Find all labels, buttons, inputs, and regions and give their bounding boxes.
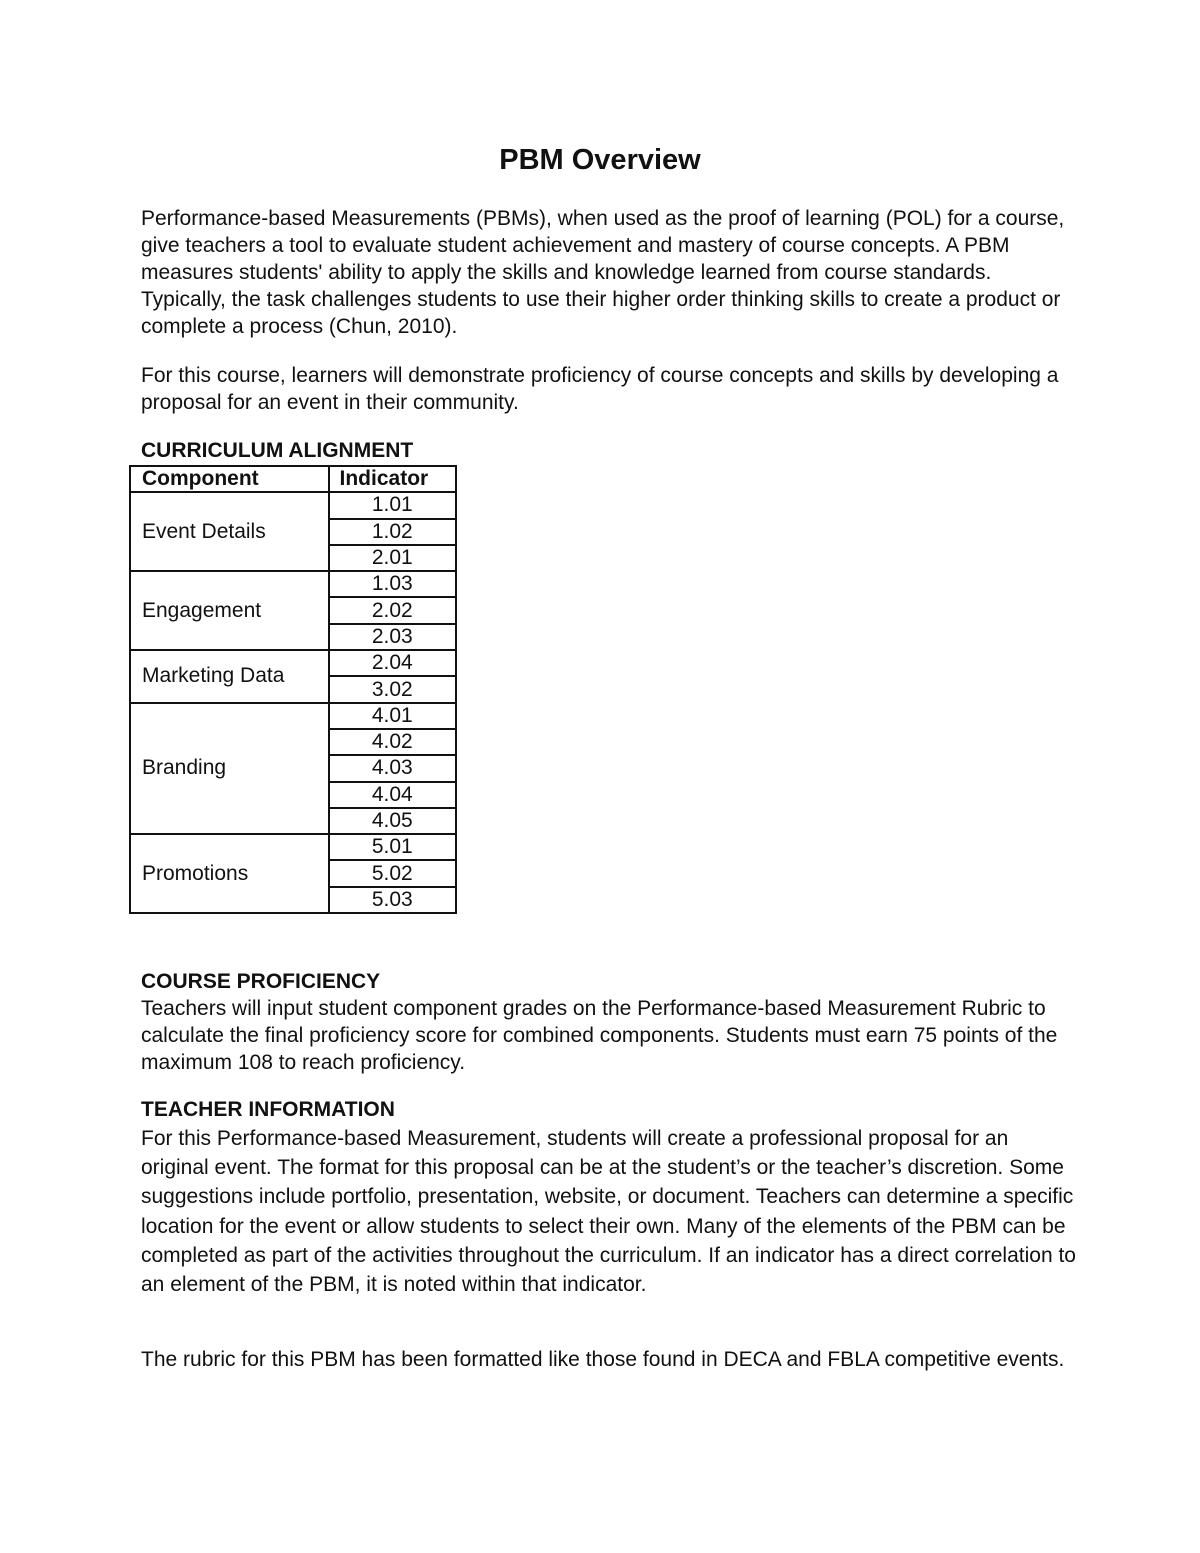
teacher-information-text: For this Performance-based Measurement, students will create a professional proposal for an original event. The format for this proposal can be at the student’s or the teacher’s discretion. Some suggestions include portfolio, presentation, website, or document. Teachers can determine a specific location for the event or allow students to select their own. Many of the elements of the PBM can be completed as part of the activities throughout the curriculum. If an indicator has a direct correlation to an element of the PBM, it is noted within that indicator. <box>141 1127 1076 1297</box>
curriculum-alignment-heading: CURRICULUM ALIGNMENT <box>141 439 414 462</box>
indicator-cell: 5.03 <box>329 887 456 913</box>
indicator-cell: 4.05 <box>329 808 456 834</box>
table-header-row <box>130 466 456 492</box>
component-cell: Branding <box>130 703 329 834</box>
table-row <box>130 650 456 676</box>
rubric-note: The rubric for this PBM has been formatted like those found in DECA and FBLA competitive events. <box>141 1348 1065 1371</box>
indicator-cell: 2.04 <box>329 650 456 676</box>
component-cell: Promotions <box>130 834 329 913</box>
intro-paragraph: Performance-based Measurements (PBMs), when used as the proof of learning (POL) for a course, give teachers a tool to evaluate student achievement and mastery of course concepts. A PBM measures students' ability to apply the skills and knowledge learned from course standards. Typically, the task challenges students to use their higher order thinking skills to create a product or complete a process (Chun, 2010). <box>141 207 1065 338</box>
page-title: PBM Overview <box>499 144 701 176</box>
course-proficiency-text: Teachers will input student component grades on the Performance-based Measurement Rubric to calculate the final proficiency score for combined components. Students must earn 75 points of the maximum 108 to reach proficiency. <box>141 997 1058 1074</box>
table-row <box>130 834 456 860</box>
table-body <box>130 492 456 913</box>
component-cell: Event Details <box>130 492 329 571</box>
indicator-cell: 2.02 <box>329 597 456 623</box>
indicator-cell: 4.02 <box>329 729 456 755</box>
table-row <box>130 703 456 729</box>
indicator-cell: 1.01 <box>329 492 456 518</box>
indicator-cell: 4.01 <box>329 703 456 729</box>
column-header-component: Component <box>130 466 329 492</box>
course-paragraph: For this course, learners will demonstrate proficiency of course concepts and skills by developing a proposal for an event in their community. <box>141 364 1059 414</box>
table-row <box>130 571 456 597</box>
teacher-information-heading: TEACHER INFORMATION <box>141 1098 395 1121</box>
indicator-cell: 5.02 <box>329 860 456 886</box>
table-row <box>130 492 456 518</box>
indicator-cell: 5.01 <box>329 834 456 860</box>
indicator-cell: 2.01 <box>329 545 456 571</box>
indicator-cell: 1.02 <box>329 519 456 545</box>
component-cell: Marketing Data <box>130 650 329 703</box>
course-proficiency-heading: COURSE PROFICIENCY <box>141 970 381 993</box>
column-header-indicator: Indicator <box>329 466 456 492</box>
indicator-cell: 4.03 <box>329 755 456 781</box>
curriculum-alignment-table <box>129 465 457 914</box>
indicator-cell: 4.04 <box>329 782 456 808</box>
component-cell: Engagement <box>130 571 329 650</box>
indicator-cell: 3.02 <box>329 676 456 702</box>
indicator-cell: 1.03 <box>329 571 456 597</box>
indicator-cell: 2.03 <box>329 624 456 650</box>
